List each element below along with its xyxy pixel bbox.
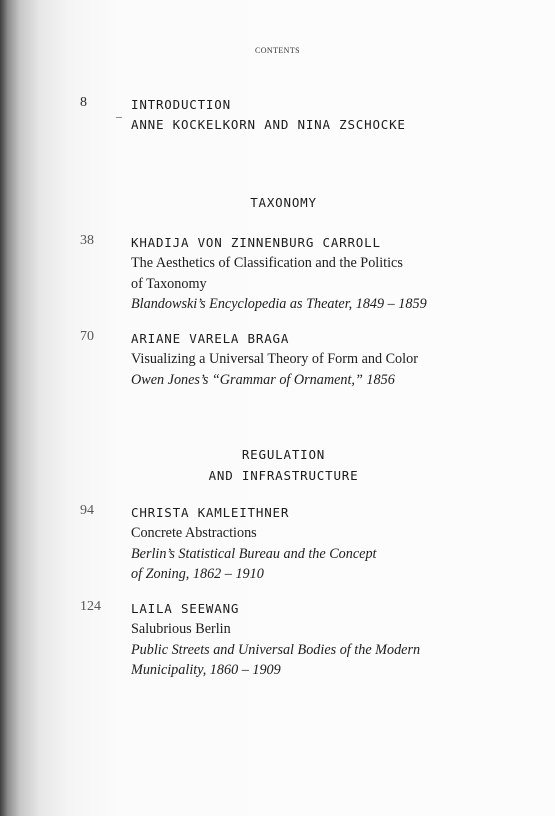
section-heading-line: AND INFRASTRUCTURE — [208, 468, 359, 483]
entry-subtitle-line: Owen Jones’s “Grammar of Ornament,” 1856 — [131, 371, 395, 388]
entry-content — [131, 599, 531, 681]
page-number: 70 — [80, 329, 94, 344]
entry-subtitle-line: Blandowski’s Encyclopedia as Theater, 1849 – 1859 — [131, 296, 427, 312]
entry-author: CHRISTA KAMLEITHNER — [131, 505, 290, 520]
entry-title-line: The Aesthetics of Classification and the Politics — [131, 255, 403, 271]
entry-subtitle-line: Public Streets and Universal Bodies of the Modern — [131, 641, 421, 658]
entry-authors: ANNE KOCKELKORN AND NINA ZSCHOCKE — [131, 117, 406, 132]
running-head: CONTENTS — [255, 46, 300, 55]
entry-content — [131, 233, 531, 315]
entry-content — [131, 95, 531, 135]
entry-subtitle-line: Municipality, 1860 – 1909 — [131, 662, 281, 678]
entry-content — [131, 503, 531, 585]
page-number: 8 — [80, 95, 87, 110]
page-number: 38 — [80, 233, 94, 248]
section-heading-regulation — [0, 444, 555, 486]
entry-title-line: Visualizing a Universal Theory of Form and Color — [131, 351, 418, 367]
page-number: 94 — [80, 503, 94, 518]
section-heading-taxonomy — [0, 192, 555, 213]
entry-title-line: Salubrious Berlin — [131, 621, 231, 637]
entry-author: LAILA SEEWANG — [131, 601, 240, 616]
entry-author: KHADIJA VON ZINNENBURG CARROLL — [131, 235, 381, 250]
entry-subtitle-line: Berlin’s Statistical Bureau and the Concept — [131, 545, 377, 562]
entry-content — [131, 329, 531, 390]
section-heading-line: TAXONOMY — [250, 195, 317, 210]
section-heading-line: REGULATION — [241, 447, 326, 462]
entry-subtitle-line: of Zoning, 1862 – 1910 — [131, 566, 264, 582]
page-number: 124 — [80, 599, 101, 614]
entry-title: INTRODUCTION — [131, 97, 231, 112]
entry-title-line: of Taxonomy — [131, 275, 207, 292]
entry-title-line: Concrete Abstractions — [131, 525, 257, 541]
dash-mark: _ — [116, 105, 122, 119]
entry-author: ARIANE VARELA BRAGA — [131, 331, 290, 346]
